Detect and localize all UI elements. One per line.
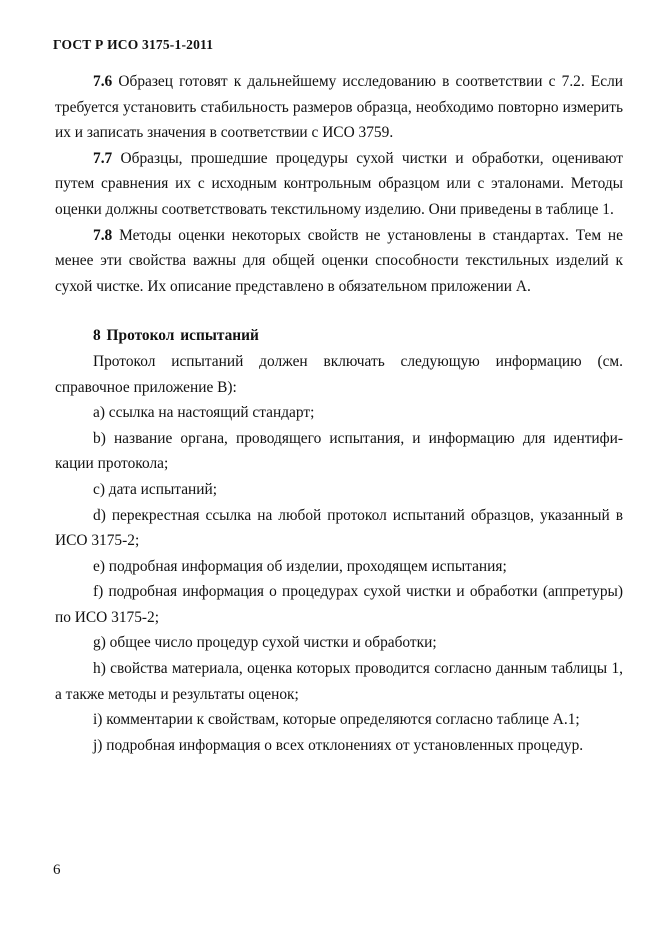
document-body — [55, 69, 623, 758]
paragraph-7-7 — [55, 146, 623, 223]
paragraph-text: Методы оценки некоторых свойств не установлены в стандартах. Тем не менее эти свойства важны для общей оценки способности текстильных изделий к сухой чистке. Их описание представлено в обязательном приложении А. — [55, 226, 623, 295]
paragraph-text: Образец готовят к дальнейшему исследованию в соответствии с 7.2. Если требуется установить стабильность размеров образца, необходимо повторно измерить их и записать значения в соответствии с ИСО 3759. — [55, 73, 623, 142]
document-header: ГОСТ Р ИСО 3175-1-2011 — [53, 37, 214, 52]
list-item-d: d) перекрестная ссылка на любой протокол испытаний образцов, указанный в ИСО 3175-2; — [55, 506, 623, 550]
clause-number: 7.7 — [93, 149, 113, 167]
paragraph-text: Образцы, прошедшие процедуры сухой чистки и обработки, оценивают путем сравнения их с исходным контрольным образцом или с эталонами. Методы оценки должны соответствовать текстильному изделию. Они приведены в таблице 1. — [55, 149, 623, 218]
paragraph-7-6 — [55, 69, 623, 146]
list-item-a: a) ссылка на настоящий стандарт; — [93, 404, 315, 422]
clause-number: 7.8 — [93, 226, 113, 244]
page-number: 6 — [53, 862, 61, 878]
section-8-intro: Протокол испытаний должен включать следующую информацию (см. справочное приложение В): — [55, 352, 623, 396]
paragraph-7-8 — [55, 223, 623, 300]
list-item-e: e) подробная информация об изделии, проходящем испытания; — [93, 557, 507, 575]
list-item-f: f) подробная информация о процедурах сухой чистки и обработки (аппретуры) по ИСО 3175-2; — [55, 583, 623, 626]
list-item-i: i) комментарии к свойствам, которые определяются согласно таблице А.1; — [93, 711, 580, 729]
list-item-j: j) подробная информация о всех отклонениях от установленных процедур. — [93, 736, 584, 754]
section-gap — [55, 299, 623, 323]
section-8-title: 8 Протокол испытаний — [93, 327, 259, 345]
list-item-c: c) дата испытаний; — [93, 480, 218, 498]
list-item-b: b) название органа, проводящего испытания, и информацию для идентифи-кации протокола; — [55, 429, 623, 473]
list-item-h: h) свойства материала, оценка которых проводится согласно данным таблицы 1, а также методы и результаты оценок; — [55, 660, 623, 703]
list-item-g: g) общее число процедур сухой чистки и обработки; — [93, 634, 437, 652]
clause-number: 7.6 — [93, 73, 113, 90]
